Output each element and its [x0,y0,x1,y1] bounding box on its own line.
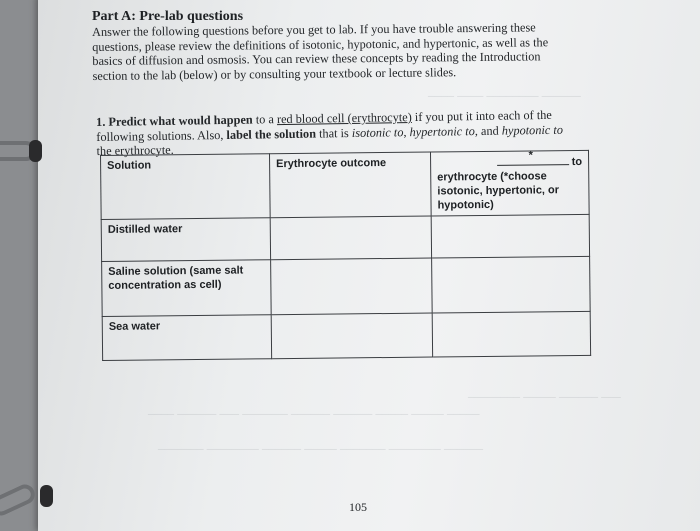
tonicity-answer-cell[interactable] [432,311,590,357]
solution-cell: Saline solution (same salt concentration as cell) [102,260,272,317]
header-tonicity: * to erythrocyte (*choose isotonic, hypertonic, or hypotonic) [430,150,589,216]
solution-cell: Distilled water [101,218,270,262]
intro-line: Answer the following questions before you get to lab. If you have trouble answering these [92,20,536,39]
outcome-answer-cell[interactable] [270,216,431,260]
answer-table [100,150,591,361]
table-row [102,311,590,360]
page-number: 105 [349,500,367,514]
table-row [102,256,591,316]
intro-line: basics of diffusion and osmosis. You can review these concepts by reading the Introduction [92,49,541,69]
binder-ring [0,481,38,519]
intro-line: questions, please review the definitions of isotonic, hypotonic, and hypertonic, as well as the [92,34,549,54]
intro-line: section to the lab (below) or by consulting your textbook or lecture slides. [92,64,457,83]
section-heading: Part A: Pre-lab questions [92,9,244,24]
outcome-answer-cell[interactable] [271,313,432,359]
table-header-row [101,150,590,219]
tonicity-answer-cell[interactable] [431,214,589,258]
question-line: following solutions. Also, label the solution that is isotonic to, hypertonic to, and hypotonic to [96,122,564,144]
binder-ring-clasp [40,485,53,507]
header-erythrocyte-outcome: Erythrocyte outcome [269,152,431,218]
bleed-through-text: ______ ________ ____ ____ [428,83,581,98]
solution-cell: Sea water [102,315,271,361]
intro-paragraph [92,20,573,83]
outcome-answer-cell[interactable] [271,258,433,315]
question-line: the erythrocyte. [96,142,174,159]
table-row [101,214,589,261]
tonicity-answer-cell[interactable] [432,256,591,313]
bleed-through-text: ___ ______ _____ ________ [468,384,621,399]
bleed-through-text: ______ ________ _______ _____ ______ ________ _______ [158,436,483,451]
header-solution: Solution [101,154,271,220]
fill-in-blank: * [497,154,569,166]
bleed-through-text: _____ _____ _____ ______ ______ _______ ___ ______ ____ [148,401,480,416]
binder-ring-clasp [29,140,42,162]
question-line: 1. Predict what would happen to a red blood cell (erythrocyte) if you put it into each of the [96,107,552,129]
